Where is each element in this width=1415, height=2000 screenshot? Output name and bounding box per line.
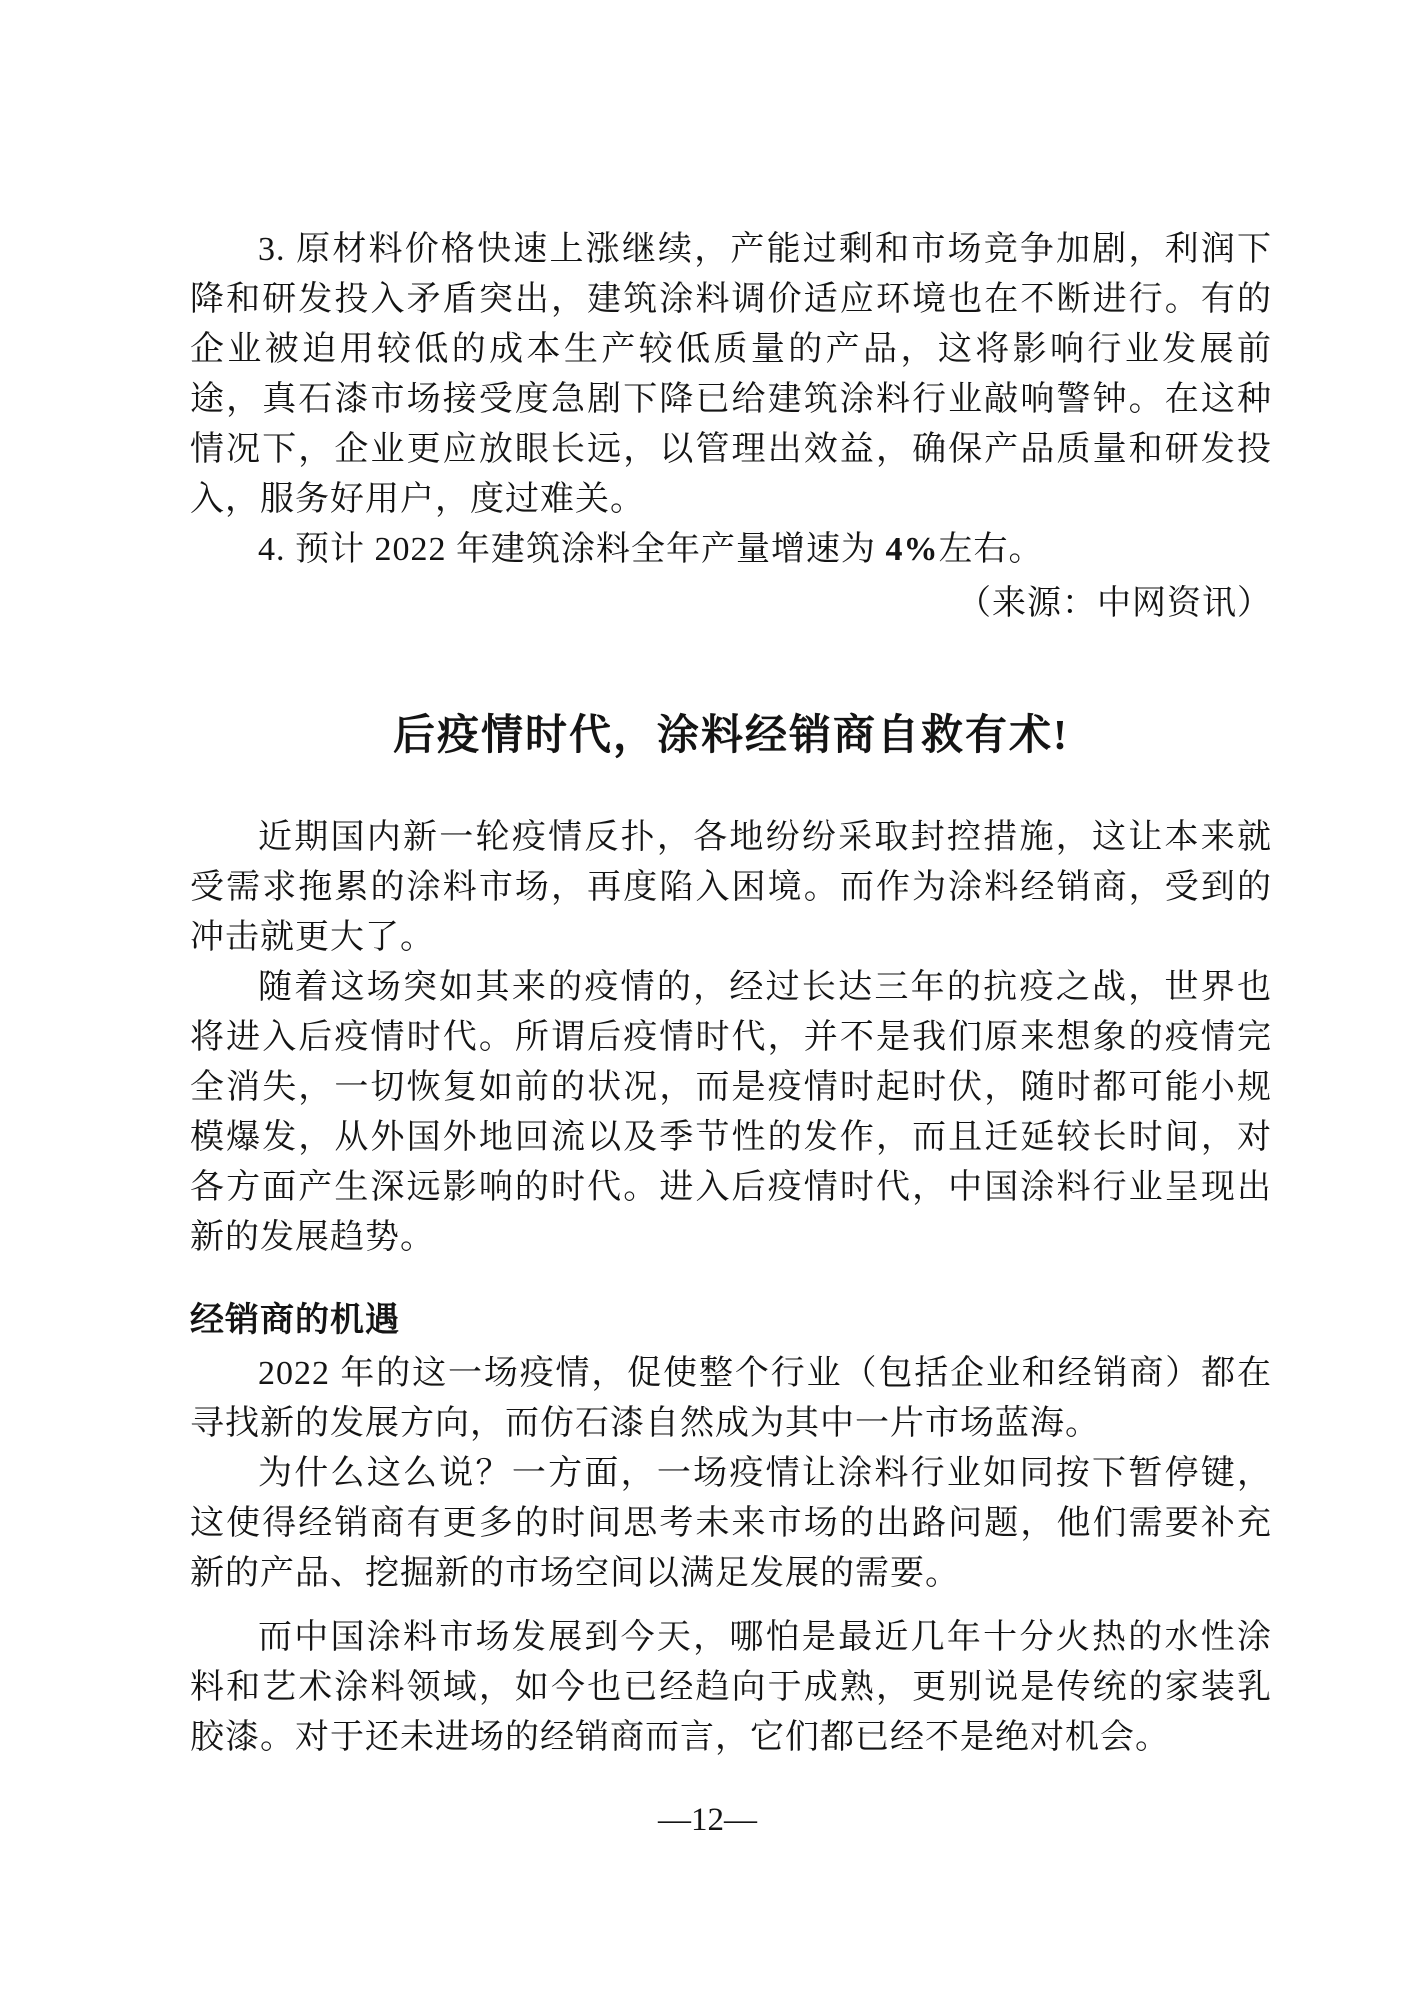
article-paragraph-4: 为什么这么说？一方面，一场疫情让涂料行业如同按下暂停键，这使得经销商有更多的时间思考未来市场的出路问题，他们需要补充新的产品、挖掘新的市场空间以满足发展的需要。 [190,1455,1272,1592]
article-paragraph-5: 而中国涂料市场发展到今天，哪怕是最近几年十分火热的水性涂料和艺术涂料领域，如今也已经趋向于成熟，更别说是传统的家装乳胶漆。对于还未进场的经销商而言，它们都已经不是绝对机会。 [190,1619,1272,1756]
list-item-4-suffix: 左右。 [938,531,1044,568]
list-item-4-bold-value: 4% [885,531,939,568]
page-content [190,225,1272,1763]
article-paragraph-1: 近期国内新一轮疫情反扑，各地纷纷采取封控措施，这让本来就受需求拖累的涂料市场，再度陷入困境。而作为涂料经销商，受到的冲击就更大了。 [190,819,1272,956]
article-paragraph-3: 2022 年的这一场疫情，促使整个行业（包括企业和经销商）都在寻找新的发展方向，而仿石漆自然成为其中一片市场蓝海。 [190,1355,1272,1442]
page-number: —12— [658,1802,757,1838]
section-subheading: 经销商的机遇 [190,1302,400,1339]
list-item-3: 3. 原材料价格快速上涨继续，产能过剩和市场竞争加剧，利润下降和研发投入矛盾突出，建筑涂料调价适应环境也在不断进行。有的企业被迫用较低的成本生产较低质量的产品，这将影响行业发展前途，真石漆市场接受度急剧下降已给建筑涂料行业敲响警钟。在这种情况下，企业更应放眼长远，以管理出效益，确保产品质量和研发投入，服务好用户，度过难关。 [190,231,1272,518]
article-paragraph-2: 随着这场突如其来的疫情的，经过长达三年的抗疫之战，世界也将进入后疫情时代。所谓后疫情时代，并不是我们原来想象的疫情完全消失，一切恢复如前的状况，而是疫情时起时伏，随时都可能小规模爆发，从外国外地回流以及季节性的发作，而且迁延较长时间，对各方面产生深远影响的时代。进入后疫情时代，中国涂料行业呈现出新的发展趋势。 [190,969,1272,1256]
article-title: 后疫情时代，涂料经销商自救有术! [393,713,1069,759]
list-item-4 [190,525,1272,575]
list-item-4-prefix: 4. 预计 2022 年建筑涂料全年产量增速为 [258,531,886,568]
source-attribution: （来源：中网资讯） [957,585,1272,622]
